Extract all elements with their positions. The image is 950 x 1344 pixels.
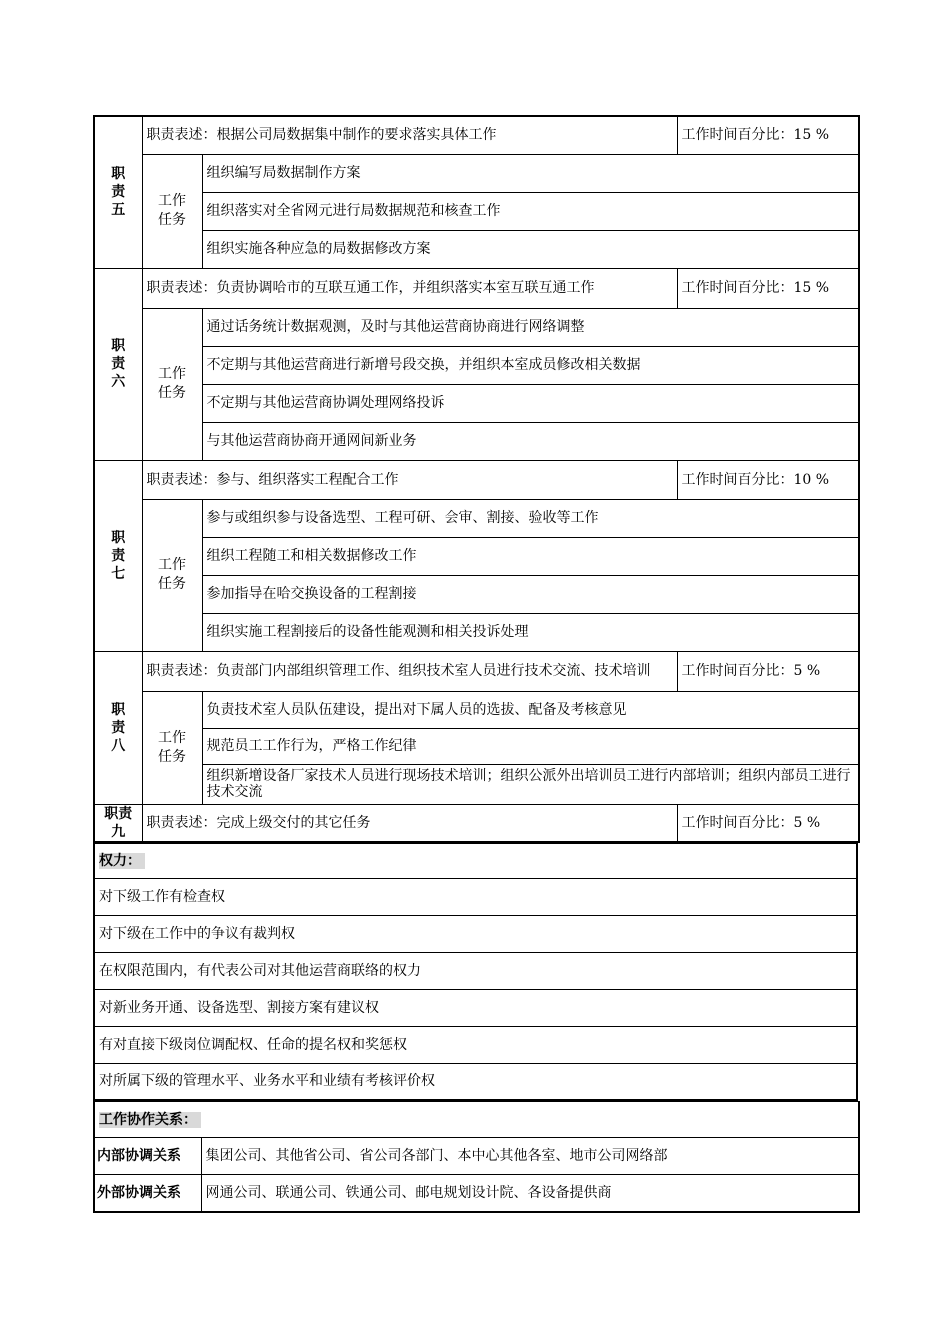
internal-relations-label: 内部协调关系 bbox=[94, 1138, 201, 1175]
responsibility-description: 职责表述：参与、组织落实工程配合工作 bbox=[142, 460, 677, 499]
task-item: 通过话务统计数据观测，及时与其他运营商协商进行网络调整 bbox=[202, 308, 859, 346]
responsibility-label: 职责五 bbox=[94, 116, 142, 268]
responsibility-row bbox=[94, 116, 859, 154]
relations-table bbox=[93, 1101, 860, 1213]
responsibility-label: 职责六 bbox=[94, 268, 142, 460]
authority-item: 对新业务开通、设备选型、割接方案有建议权 bbox=[94, 989, 857, 1026]
authority-heading: 权力： bbox=[94, 843, 857, 878]
task-label: 工作任务 bbox=[142, 308, 202, 460]
responsibility-description: 职责表述：根据公司局数据集中制作的要求落实具体工作 bbox=[142, 116, 677, 154]
responsibility-row bbox=[94, 804, 859, 842]
authority-item: 对所属下级的管理水平、业务水平和业绩有考核评价权 bbox=[94, 1063, 857, 1100]
responsibility-row bbox=[94, 460, 859, 499]
task-item: 组织实施各种应急的局数据修改方案 bbox=[202, 230, 859, 268]
time-percentage: 工作时间百分比：5 % bbox=[677, 804, 859, 842]
task-item: 不定期与其他运营商协调处理网络投诉 bbox=[202, 384, 859, 422]
responsibility-description: 职责表述：负责协调哈市的互联互通工作，并组织落实本室互联互通工作 bbox=[142, 268, 677, 308]
authority-item: 对下级在工作中的争议有裁判权 bbox=[94, 915, 857, 952]
job-description-document bbox=[93, 115, 858, 1213]
task-item: 负责技术室人员队伍建设，提出对下属人员的选拔、配备及考核意见 bbox=[202, 691, 859, 728]
task-label: 工作任务 bbox=[142, 154, 202, 268]
task-item: 参加指导在哈交换设备的工程割接 bbox=[202, 575, 859, 613]
external-relations-label: 外部协调关系 bbox=[94, 1175, 201, 1212]
responsibility-row bbox=[94, 268, 859, 308]
authority-item: 对下级工作有检查权 bbox=[94, 878, 857, 915]
task-label: 工作任务 bbox=[142, 499, 202, 651]
task-item: 组织落实对全省网元进行局数据规范和核查工作 bbox=[202, 192, 859, 230]
authority-item: 有对直接下级岗位调配权、任命的提名权和奖惩权 bbox=[94, 1026, 857, 1063]
task-item: 参与或组织参与设备选型、工程可研、会审、割接、验收等工作 bbox=[202, 499, 859, 537]
task-item: 组织实施工程割接后的设备性能观测和相关投诉处理 bbox=[202, 613, 859, 651]
responsibility-row bbox=[94, 651, 859, 691]
responsibility-label: 职责九 bbox=[94, 804, 142, 842]
internal-relations-value: 集团公司、其他省公司、省公司各部门、本中心其他各室、地市公司网络部 bbox=[201, 1138, 859, 1175]
time-percentage: 工作时间百分比：5 % bbox=[677, 651, 859, 691]
external-relations-value: 网通公司、联通公司、铁通公司、邮电规划设计院、各设备提供商 bbox=[201, 1175, 859, 1212]
task-item: 组织编写局数据制作方案 bbox=[202, 154, 859, 192]
responsibility-label: 职责七 bbox=[94, 460, 142, 651]
time-percentage: 工作时间百分比：15 % bbox=[677, 116, 859, 154]
task-item: 与其他运营商协商开通网间新业务 bbox=[202, 422, 859, 460]
time-percentage: 工作时间百分比：10 % bbox=[677, 460, 859, 499]
responsibility-table bbox=[93, 115, 860, 843]
task-item: 组织新增设备厂家技术人员进行现场技术培训；组织公派外出培训员工进行内部培训；组织内部员工进行技术交流 bbox=[202, 764, 859, 804]
relations-heading: 工作协作关系： bbox=[94, 1102, 859, 1138]
task-item: 不定期与其他运营商进行新增号段交换，并组织本室成员修改相关数据 bbox=[202, 346, 859, 384]
time-percentage: 工作时间百分比：15 % bbox=[677, 268, 859, 308]
task-item: 规范员工工作行为，严格工作纪律 bbox=[202, 728, 859, 764]
responsibility-label: 职责八 bbox=[94, 651, 142, 804]
task-label: 工作任务 bbox=[142, 691, 202, 804]
responsibility-description: 职责表述：负责部门内部组织管理工作、组织技术室人员进行技术交流、技术培训 bbox=[142, 651, 677, 691]
authority-table bbox=[93, 843, 858, 1102]
task-item: 组织工程随工和相关数据修改工作 bbox=[202, 537, 859, 575]
responsibility-description: 职责表述：完成上级交付的其它任务 bbox=[142, 804, 677, 842]
authority-item: 在权限范围内，有代表公司对其他运营商联络的权力 bbox=[94, 952, 857, 989]
